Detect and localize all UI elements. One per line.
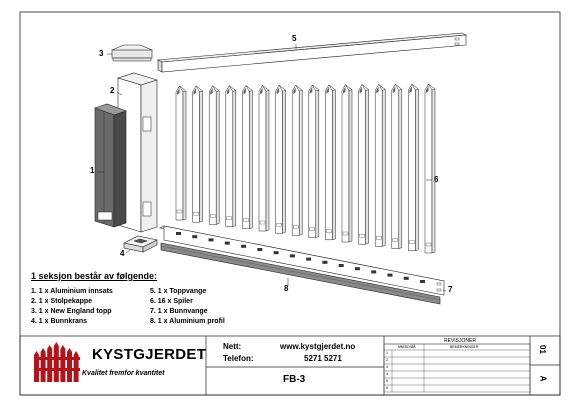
revision-letter: A [538,375,548,382]
picket [408,84,418,251]
picket [392,84,402,248]
rail-slot [371,270,376,273]
parts-list-item: 1. 1 x Aluminium innsats [31,288,113,295]
part-aluminium-insert [95,104,126,227]
picket [276,85,286,233]
picket [193,86,203,222]
revision-row-number: 3 [386,365,388,369]
revision-row-number: 2 [386,358,388,362]
label-part-1: 1 [90,166,95,175]
picket [242,85,252,228]
revision-row-number: 6 [386,386,388,390]
rail-slot [192,235,197,238]
revision-row-number: 5 [386,379,388,383]
brand-name: KYSTGJERDET [92,346,207,363]
phone-value: 5271 5271 [304,354,342,363]
brand-tagline: Kvalitet fremfor kvantitet [82,370,165,377]
label-part-5: 5 [292,34,297,43]
parts-list-item: 5. 1 x Toppvange [150,288,207,295]
part-pickets [176,84,435,253]
picket [292,85,302,235]
picket [209,86,219,225]
picket [176,86,186,220]
parts-list-heading: 1 seksjon består av følgende: [31,271,158,281]
logo-picket [41,348,46,382]
revisions-notes-header: BEMERKNINGER [450,345,479,349]
revision-table [384,344,530,392]
rail-slot [290,254,295,257]
logo-picket [34,351,39,382]
picket [359,85,369,245]
logo-picket [54,342,59,382]
rail-slot [404,277,409,280]
label-part-4: 4 [120,249,125,258]
rail-slot [355,267,360,270]
parts-list-item: 6. 16 x Spiler [150,298,193,305]
rail-slot [420,280,425,283]
rail-slot [274,251,279,254]
rail-slot [241,245,246,248]
logo-picket [60,345,65,382]
part-base-trim [124,236,157,252]
logo-picket [67,348,72,382]
rail-slot [322,261,327,264]
logo-picket [47,345,52,382]
rail-slot [339,264,344,267]
rail-slot [209,238,214,241]
web-label: Nett: [223,342,242,351]
label-part-6: 6 [434,175,439,184]
parts-list-item: 7. 1 x Bunnvange [150,308,208,315]
picket [325,85,335,240]
picket [342,85,352,242]
revisions-date-header: MM/DD/ÅÅ [398,345,416,349]
picket [375,84,385,246]
revision-row-number: 1 [386,351,388,355]
label-part-8: 8 [284,284,289,293]
phone-label: Telefon: [223,354,254,363]
parts-list-item: 2. 1 x Stolpekappe [31,298,93,305]
rail-slot [257,248,262,251]
label-part-7: 7 [448,285,453,294]
part-new-england-top [112,45,152,61]
parts-list-item: 4. 1 x Bunnkrans [31,318,88,325]
logo-picket [74,351,79,382]
kystgjerdet-fence-logo [34,342,80,382]
revision-row-number: 4 [386,372,388,376]
rail-slot [176,232,181,235]
rail-slot [306,258,311,261]
part-top-rail [158,33,466,72]
revisions-title: REVISJONER [444,338,476,344]
label-part-3: 3 [99,49,104,58]
sheet-number: 01 [537,345,547,354]
picket [259,85,269,231]
parts-list-item: 3. 1 x New England topp [31,308,112,315]
label-part-2: 2 [110,86,115,95]
drawing-number: FB-3 [283,374,306,385]
picket [425,84,435,253]
picket [309,85,319,238]
rail-slot [387,274,392,277]
rail-slot [225,242,230,245]
picket [226,86,236,227]
parts-list-item: 8. 1 x Aluminium profil [150,318,225,325]
web-value[interactable]: www.kystgjerdet.no [280,342,356,351]
